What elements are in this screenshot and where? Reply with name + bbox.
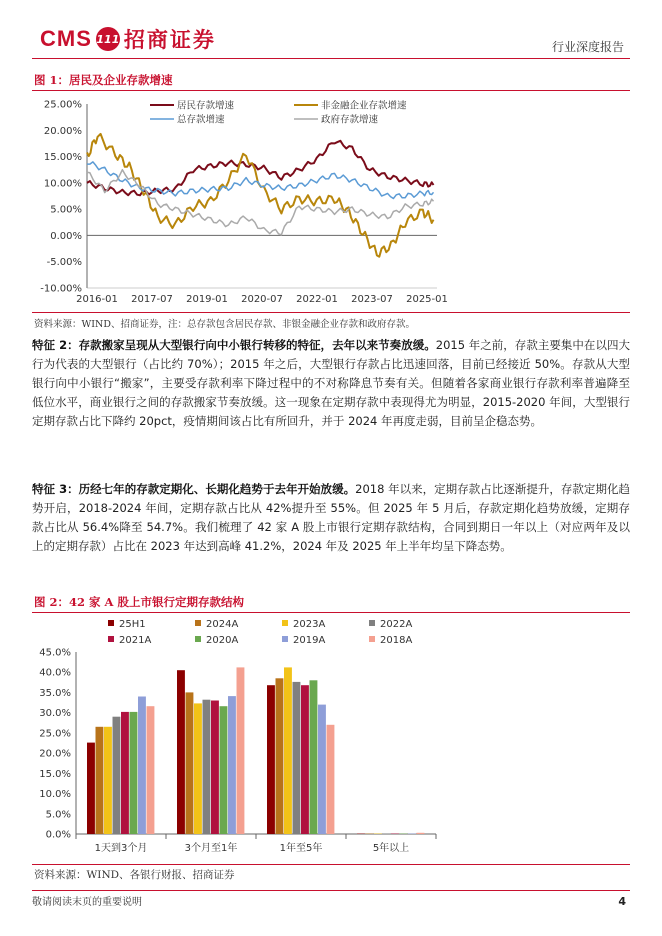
y-tick-label: 5.00% [50, 204, 82, 216]
figure1-top-rule [32, 90, 630, 91]
paragraph-3-body: 2018 年以来，定期存款占比逐渐提升，存款定期化趋势开启，2018-2024 年间，定期存款占比从 42%提升至 55%。但 2025 年 5 月后，存款定期化趋势放缓，定期存款占比从 56.4%降至 54.7%。我们梳理了 42 家 A 股上市银行定期存款结构，合同到期日一年以上（对应两年及以上的定期存款）占比在 2023 年达到高峰 41.2%，2024 年及 2025 年上半年均呈下降态势。 [32, 482, 630, 553]
legend-label-4: 2021A [119, 635, 152, 646]
legend-label-5: 2020A [206, 635, 239, 646]
y-tick-label: 20.00% [43, 125, 82, 137]
bar-2020A-0 [130, 712, 138, 834]
legend-swatch-3 [369, 620, 375, 626]
bar-2022A-0 [113, 717, 121, 834]
bar-2019A-0 [138, 697, 146, 835]
bar-2021A-0 [121, 712, 129, 834]
y-tick-label: -5.00% [46, 257, 82, 269]
figure1-line-chart [32, 92, 630, 310]
bar-2021A-2 [301, 685, 309, 834]
y-tick-label: -10.00% [40, 283, 82, 295]
y-tick-label: 15.0% [39, 768, 71, 780]
paragraph-3-lead: 特征 3：历经七年的存款定期化、长期化趋势于去年开始放缓。 [32, 482, 356, 496]
figure2-bar-chart [32, 614, 630, 862]
y-tick-label: 0.00% [50, 230, 82, 242]
y-tick-label: 45.0% [39, 647, 71, 659]
page-number: 4 [618, 895, 626, 908]
x-tick-label: 2017-07 [131, 294, 173, 305]
x-category-label: 5年以上 [372, 843, 410, 854]
y-tick-label: 30.0% [39, 708, 71, 720]
legend-swatch-4 [108, 636, 114, 642]
y-tick-label: 25.00% [43, 99, 82, 111]
bar-2022A-1 [203, 700, 211, 834]
header-divider [32, 58, 630, 59]
legend-label-2: 总存款增速 [177, 114, 225, 126]
bar-2020A-2 [310, 680, 318, 834]
y-tick-label: 10.0% [39, 789, 71, 801]
figure2-bottom-rule [32, 864, 630, 865]
x-tick-label: 2019-01 [186, 294, 228, 305]
y-tick-label: 10.00% [43, 178, 82, 190]
x-tick-label: 2020-07 [241, 294, 283, 305]
logo-badge-icon: 111 [96, 27, 120, 51]
bar-2023A-0 [104, 727, 112, 834]
x-tick-label: 2023-07 [351, 294, 393, 305]
legend-label-3: 政府存款增速 [321, 114, 379, 126]
x-tick-label: 2016-01 [76, 294, 118, 305]
figure1-title: 图 1：居民及企业存款增速 [34, 73, 173, 87]
paragraph-2-lead: 特征 2：存款搬家呈现从大型银行向中小银行转移的特征，去年以来节奏放缓。 [32, 338, 436, 352]
y-tick-label: 35.0% [39, 687, 71, 699]
bar-2021A-1 [211, 701, 219, 835]
logo-cms-text: CMS [40, 26, 92, 51]
logo-cn-text: 招商证券 [123, 27, 216, 52]
bar-2018A-1 [237, 667, 245, 834]
bar-2020A-1 [220, 706, 228, 834]
bar-2024A-0 [96, 727, 104, 834]
bar-2019A-1 [228, 696, 236, 834]
y-tick-label: 25.0% [39, 728, 71, 740]
bar-25H1-1 [177, 670, 185, 834]
figure2-source: 资料来源：WIND、各银行财报、招商证券 [34, 869, 235, 881]
bar-2024A-2 [276, 678, 284, 834]
paragraph-feature-2 [32, 336, 630, 431]
figure1-bottom-rule [32, 312, 630, 313]
legend-label-1: 非金融企业存款增速 [321, 100, 407, 112]
legend-swatch-5 [195, 636, 201, 642]
figure2-top-rule [32, 612, 630, 613]
x-category-label: 3个月至1年 [184, 843, 238, 854]
report-type: 行业深度报告 [551, 40, 624, 54]
legend-swatch-1 [195, 620, 201, 626]
figure1-source: 资料来源：WIND、招商证券，注：总存款包含居民存款、非银金融企业存款和政府存款。 [34, 319, 415, 330]
bar-2023A-1 [194, 703, 202, 834]
legend-swatch-7 [369, 636, 375, 642]
y-tick-label: 15.00% [43, 152, 82, 164]
figure2-title: 图 2：42 家 A 股上市银行定期存款结构 [34, 595, 244, 609]
bar-2022A-2 [293, 682, 301, 834]
x-category-label: 1年至5年 [279, 843, 323, 854]
bar-2018A-3 [417, 833, 425, 834]
legend-label-0: 25H1 [119, 619, 146, 630]
x-tick-label: 2025-01 [406, 294, 448, 305]
bar-2019A-2 [318, 705, 326, 834]
bar-2024A-1 [186, 692, 194, 834]
x-category-label: 1天到3个月 [94, 843, 148, 854]
y-tick-label: 20.0% [39, 748, 71, 760]
legend-swatch-6 [282, 636, 288, 642]
legend-label-3: 2022A [380, 619, 413, 630]
footer-disclaimer: 敬请阅读末页的重要说明 [32, 897, 142, 908]
legend-label-1: 2024A [206, 619, 239, 630]
y-tick-label: 5.0% [45, 809, 71, 821]
bar-25H1-2 [267, 685, 275, 834]
legend-label-2: 2023A [293, 619, 326, 630]
legend-label-6: 2019A [293, 635, 326, 646]
footer-divider [32, 890, 630, 891]
bar-2018A-0 [147, 706, 155, 834]
legend-label-0: 居民存款增速 [177, 100, 235, 112]
y-tick-label: 0.0% [45, 829, 71, 841]
legend-label-7: 2018A [380, 635, 413, 646]
x-tick-label: 2022-01 [296, 294, 338, 305]
y-tick-label: 40.0% [39, 667, 71, 679]
cms-logo [40, 24, 216, 54]
legend-swatch-0 [108, 620, 114, 626]
bar-2018A-2 [327, 725, 335, 834]
bar-2023A-2 [284, 667, 292, 834]
paragraph-feature-3 [32, 480, 630, 556]
paragraph-2-body: 2015 年之前，存款主要集中在以四大行为代表的大型银行（占比约 70%）；2015 年之后，大型银行存款占比迅速回落，目前已经接近 50%。存款从大型银行向中小银行“搬家”，主要受存款利率下降过程中的不对称降息节奏有关。但随着各家商业银行存款利率普遍降至低位水平，商业银行之间的存款搬家节奏放缓。这一现象在定期存款中表现得尤为明显，2015-2020 年间，大型银行定期存款占比下降约 20pct，疫情期间该占比有所回升，并于 2024 年再度走弱，目前呈企稳态势。 [32, 338, 630, 428]
legend-swatch-2 [282, 620, 288, 626]
bar-25H1-0 [87, 743, 95, 834]
